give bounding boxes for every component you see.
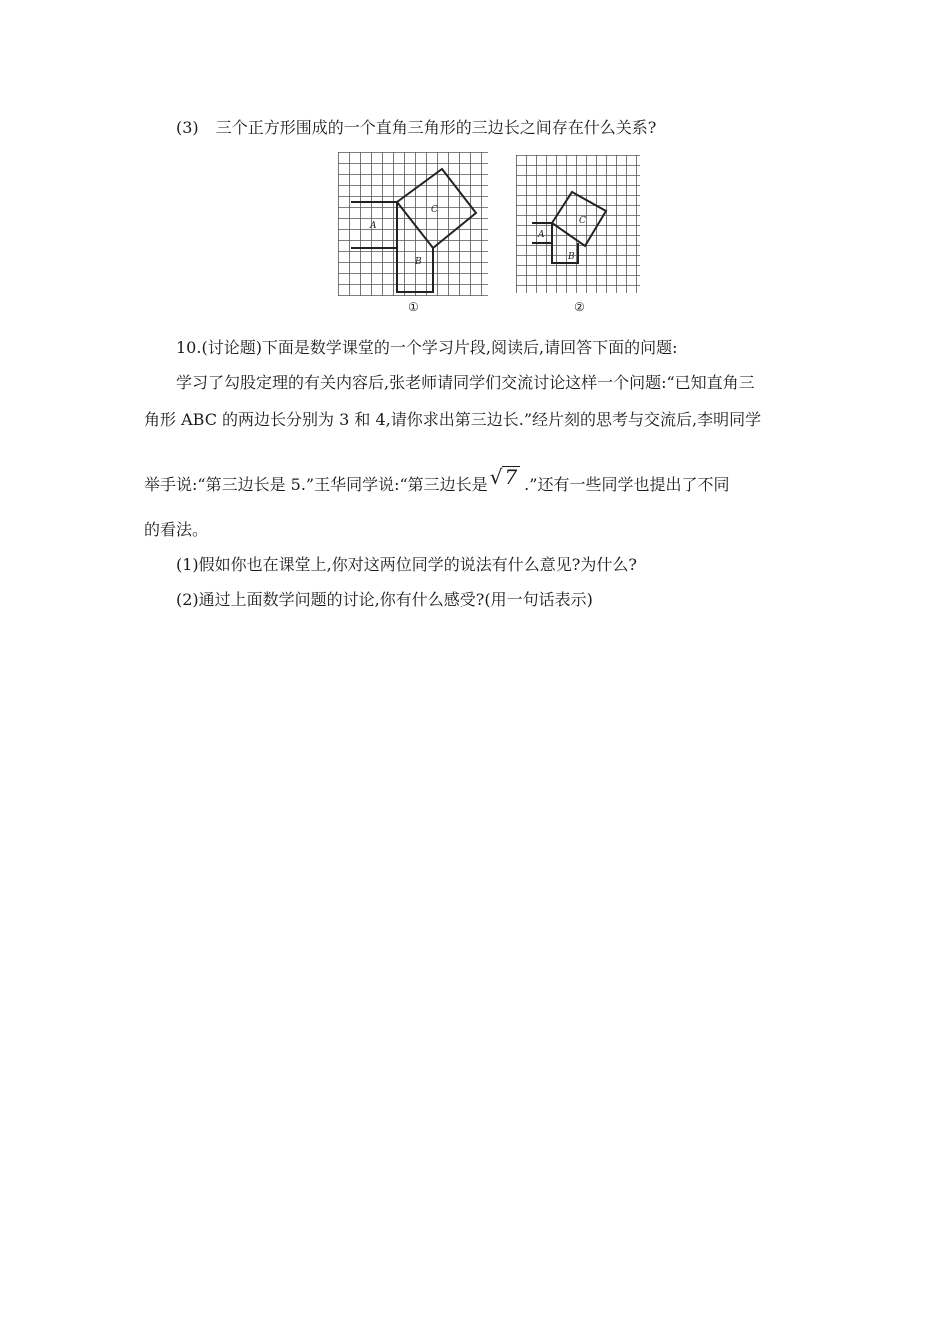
label-c: C <box>431 205 438 215</box>
paragraph-line-4: 的看法。 <box>144 520 209 539</box>
paragraph-line-3 <box>144 465 730 495</box>
question-3-label: (3) <box>176 118 199 137</box>
figure-1-caption: ① <box>408 300 419 314</box>
figure-1-grid <box>338 152 490 298</box>
label-b: B <box>415 257 422 267</box>
sub-question-2: (2)通过上面数学问题的讨论,你有什么感受?(用一句话表示) <box>176 590 593 609</box>
figure-2-grid <box>516 155 642 295</box>
question-3 <box>176 118 656 138</box>
figure-2-caption: ② <box>574 300 585 314</box>
sub-question-1: (1)假如你也在课堂上,你对这两位同学的说法有什么意见?为什么? <box>176 555 637 574</box>
sqrt-expression: √ 7 <box>490 466 520 487</box>
sqrt-radicand: 7 <box>502 466 520 487</box>
question-3-text: 三个正方形围成的一个直角三角形的三边长之间存在什么关系? <box>215 118 657 137</box>
square-b <box>397 248 433 292</box>
label-b: B <box>568 252 575 262</box>
label-a: A <box>370 221 377 231</box>
label-a: A <box>538 230 545 240</box>
paragraph-line-2: 角形 ABC 的两边长分别为 3 和 4,请你求出第三边长.”经片刻的思考与交流后,李明同学 <box>144 410 762 429</box>
question-10-header: 10.(讨论题)下面是数学课堂的一个学习片段,阅读后,请回答下面的问题: <box>176 338 678 357</box>
label-c: C <box>579 216 586 226</box>
paragraph-line-3-end: .”还有一些同学也提出了不同 <box>524 475 730 494</box>
paragraph-line-1: 学习了勾股定理的有关内容后,张老师请同学们交流讨论这样一个问题:“已知直角三 <box>176 373 755 392</box>
paragraph-line-3-start: 举手说:“第三边长是 5.”王华同学说:“第三边长是 <box>144 475 488 494</box>
